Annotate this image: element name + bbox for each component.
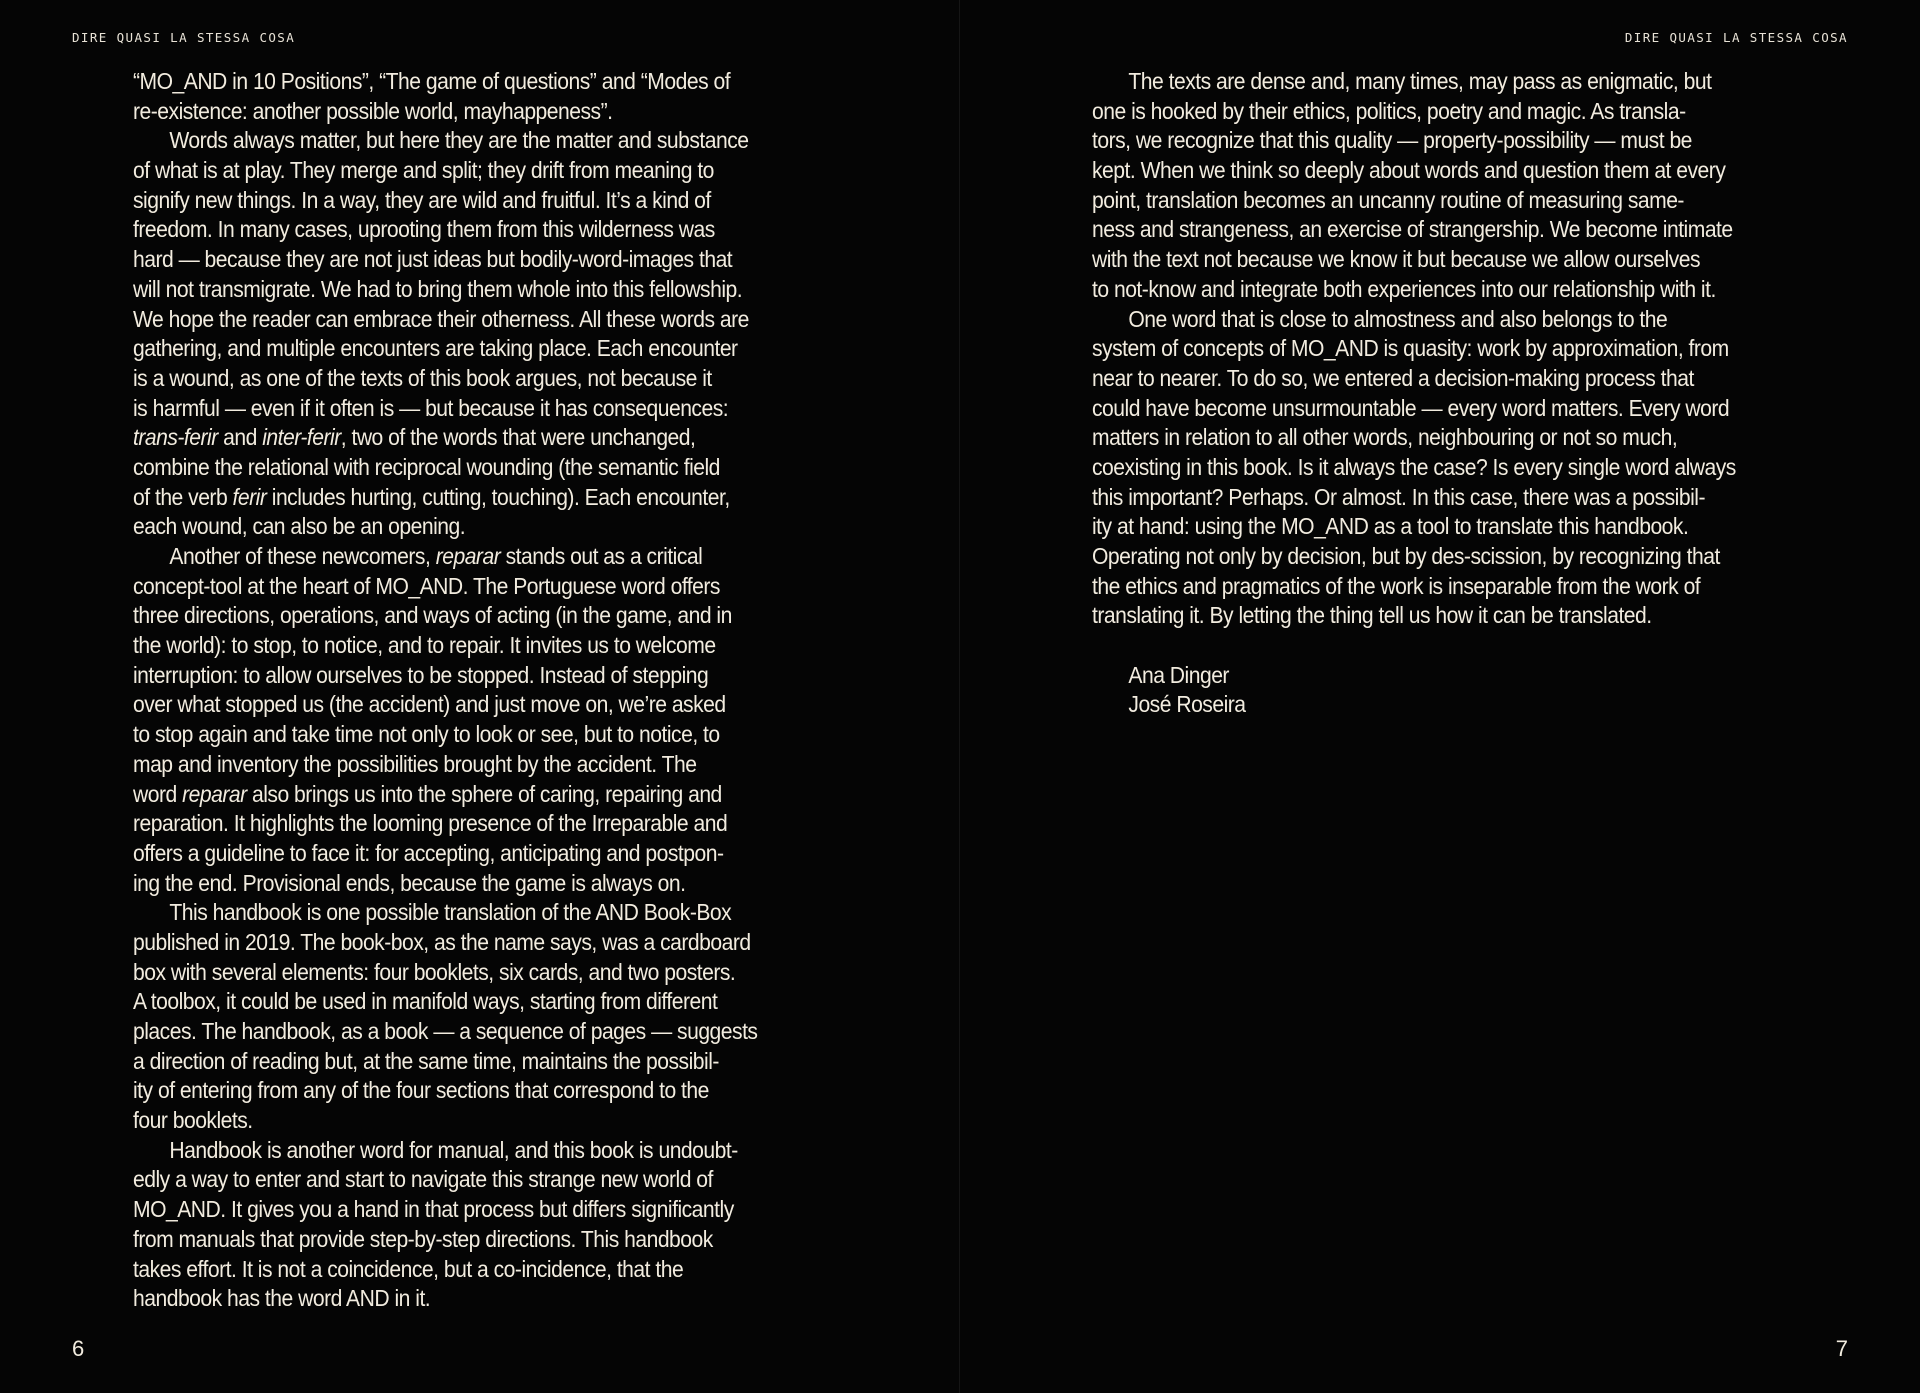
text-line (133, 750, 788, 780)
text-run: of what is at play. They merge and split; they drift from meaning to (133, 157, 714, 184)
text-line (1092, 97, 1747, 127)
text-line (133, 661, 788, 691)
text-run: combine the relational with reciprocal wounding (the semantic field (133, 453, 720, 480)
text-run: tors, we recognize that this quality — property-possibility — must be (1092, 127, 1692, 154)
text-run: This handbook is one possible translation of the AND Book-Box (169, 899, 732, 926)
text-line (133, 1284, 788, 1314)
text-run: to not-know and integrate both experiences into our relationship with it. (1092, 275, 1716, 302)
text-line (133, 453, 788, 483)
text-line (133, 1017, 788, 1047)
text-run: concept-tool at the heart of MO_AND. The Portuguese word offers (133, 572, 720, 599)
page-number-right: 7 (1835, 1336, 1848, 1361)
text-run: places. The handbook, as a book — a sequence of pages — suggests (133, 1018, 758, 1044)
text-run: kept. When we think so deeply about words and question them at every (1092, 157, 1726, 184)
text-run: The texts are dense and, many times, may pass as enigmatic, but (1128, 68, 1712, 94)
text-line (133, 156, 788, 186)
text-line (133, 215, 788, 245)
text-line (133, 126, 788, 156)
text-line (1092, 215, 1747, 245)
text-run: We hope the reader can embrace their otherness. All these words are (133, 305, 749, 332)
italic-term: ferir (232, 483, 267, 510)
text-run: MO_AND. It gives you a hand in that process but differs significantly (133, 1196, 734, 1223)
text-line (133, 601, 788, 631)
text-run: edly a way to enter and start to navigate this strange new world of (133, 1166, 713, 1193)
text-run: to stop again and take time not only to look or see, but to notice, to (133, 721, 720, 748)
text-run: gathering, and multiple encounters are taking place. Each encounter (133, 335, 738, 362)
text-run: signify new things. In a way, they are wild and fruitful. It’s a kind of (133, 186, 711, 213)
text-run: this important? Perhaps. Or almost. In this case, there was a possibil- (1092, 483, 1706, 510)
text-run: translating it. By letting the thing tell us how it can be translated. (1092, 602, 1652, 629)
text-line (1092, 305, 1747, 335)
text-line (133, 1255, 788, 1285)
text-line (133, 809, 788, 839)
text-line (133, 572, 788, 602)
text-run: Handbook is another word for manual, and this book is undoubt- (169, 1136, 738, 1163)
text-line (133, 1225, 788, 1255)
text-line (133, 275, 788, 305)
text-run: is harmful — even if it often is — but because it has consequences: (133, 394, 729, 421)
text-line (133, 1106, 788, 1136)
right-page (960, 0, 1920, 1393)
text-run: re-existence: another possible world, mayhappeness”. (133, 97, 613, 124)
text-line (133, 898, 788, 928)
text-line (1092, 275, 1747, 305)
text-line (1092, 67, 1747, 97)
text-run: a direction of reading but, at the same time, maintains the possibil- (133, 1047, 719, 1074)
text-line (1092, 601, 1747, 631)
text-line (1092, 334, 1747, 364)
right-page-body-text (1092, 67, 1747, 720)
text-run: , two of the words that were unchanged, (340, 424, 696, 451)
text-line (1092, 364, 1747, 394)
text-line (133, 1047, 788, 1077)
text-run: Operating not only by decision, but by des-scission, by recognizing that (1092, 543, 1720, 569)
text-run: also brings us into the sphere of caring, repairing and (246, 780, 722, 807)
text-run: from manuals that provide step-by-step directions. This handbook (133, 1225, 713, 1252)
text-run: offers a guideline to face it: for accepting, anticipating and postpon- (133, 839, 724, 866)
page-number-left: 6 (72, 1336, 85, 1361)
text-run: published in 2019. The book-box, as the name says, was a cardboard (133, 928, 751, 955)
text-run: ity of entering from any of the four sections that correspond to the (133, 1077, 709, 1104)
text-line (133, 186, 788, 216)
text-line (1092, 245, 1747, 275)
text-line (1092, 156, 1747, 186)
text-run: freedom. In many cases, uprooting them from this wilderness was (133, 216, 715, 243)
text-run: Words always matter, but here they are the matter and substance (169, 127, 749, 154)
text-line (133, 869, 788, 899)
text-run: interruption: to allow ourselves to be stopped. Instead of stepping (133, 661, 709, 688)
text-run: will not transmigrate. We had to bring them whole into this fellowship. (133, 275, 743, 302)
text-run: four booklets. (133, 1107, 253, 1134)
signatory-name: José Roseira (1128, 691, 1246, 718)
text-run: matters in relation to all other words, neighbouring or not so much, (1092, 424, 1678, 451)
text-line (133, 394, 788, 424)
signatory-name: Ana Dinger (1128, 661, 1229, 688)
text-run: handbook has the word AND in it. (133, 1285, 431, 1312)
text-run: A toolbox, it could be used in manifold ways, starting from different (133, 988, 718, 1015)
text-line (133, 987, 788, 1017)
left-page-body-text (133, 67, 788, 1314)
text-line (1092, 572, 1747, 602)
text-line (133, 423, 788, 453)
text-run: point, translation becomes an uncanny routine of measuring same- (1092, 186, 1684, 213)
text-run: the world): to stop, to notice, and to repair. It invites us to welcome (133, 632, 716, 659)
text-run: stands out as a critical (500, 543, 703, 569)
blank-line (1092, 631, 1747, 661)
text-run: Another of these newcomers, (169, 543, 436, 569)
text-line (1092, 126, 1747, 156)
text-run: reparation. It highlights the looming presence of the Irreparable and (133, 810, 728, 837)
text-line (133, 1165, 788, 1195)
text-run: includes hurting, cutting, touching). Each encounter, (266, 483, 730, 510)
italic-term: reparar (435, 543, 501, 569)
text-line (133, 67, 788, 97)
text-line (1092, 483, 1747, 513)
running-head-right: DIRE QUASI LA STESSA COSA (1624, 30, 1848, 45)
italic-term: trans-ferir (133, 424, 218, 451)
text-line (133, 928, 788, 958)
text-run: is a wound, as one of the texts of this book argues, not because it (133, 364, 712, 391)
text-line (1092, 453, 1747, 483)
text-line (133, 631, 788, 661)
text-run: One word that is close to almostness and also belongs to the (1128, 305, 1668, 332)
text-line (133, 483, 788, 513)
text-run: takes effort. It is not a coincidence, but a co-incidence, that the (133, 1255, 684, 1282)
text-line (133, 305, 788, 335)
text-line (133, 780, 788, 810)
text-line (133, 1076, 788, 1106)
text-run: system of concepts of MO_AND is quasity: work by approximation, from (1092, 335, 1729, 362)
text-run: hard — because they are not just ideas but bodily-word-images that (133, 246, 733, 273)
text-line (133, 542, 788, 572)
text-line (133, 720, 788, 750)
text-line (133, 690, 788, 720)
text-run: near to nearer. To do so, we entered a decision-making process that (1092, 364, 1694, 391)
text-run: ity at hand: using the MO_AND as a tool to translate this handbook. (1092, 513, 1689, 540)
text-line (133, 245, 788, 275)
text-line (1092, 512, 1747, 542)
text-line (1092, 423, 1747, 453)
text-run: over what stopped us (the accident) and just move on, we’re asked (133, 691, 726, 718)
text-run: box with several elements: four booklets, six cards, and two posters. (133, 958, 736, 985)
text-line (133, 839, 788, 869)
text-run: could have become unsurmountable — every word matters. Every word (1092, 394, 1730, 421)
text-run: word (133, 780, 183, 807)
text-line (133, 97, 788, 127)
text-run: one is hooked by their ethics, politics, poetry and magic. As transla- (1092, 97, 1686, 124)
text-line (1092, 394, 1747, 424)
text-run: three directions, operations, and ways of acting (in the game, and in (133, 602, 732, 629)
italic-term: inter-ferir (262, 424, 341, 451)
text-line (133, 512, 788, 542)
text-run: ing the end. Provisional ends, because the game is always on. (133, 869, 686, 896)
text-run: coexisting in this book. Is it always the case? Is every single word always (1092, 453, 1736, 480)
text-line (133, 364, 788, 394)
text-line (133, 1195, 788, 1225)
text-run: ness and strangeness, an exercise of strangership. We become intimate (1092, 216, 1733, 243)
text-run: of the verb (133, 483, 233, 510)
running-head-left: DIRE QUASI LA STESSA COSA (72, 30, 296, 45)
text-run: each wound, can also be an opening. (133, 513, 466, 540)
text-line (133, 334, 788, 364)
text-run: and (217, 424, 263, 451)
text-run: with the text not because we know it but because we allow ourselves (1092, 246, 1701, 273)
text-run: the ethics and pragmatics of the work is inseparable from the work of (1092, 572, 1701, 599)
text-line (133, 958, 788, 988)
text-run: map and inventory the possibilities brought by the accident. The (133, 750, 697, 777)
text-line (1092, 542, 1747, 572)
italic-term: reparar (182, 780, 247, 807)
text-run: “MO_AND in 10 Positions”, “The game of questions” and “Modes of (133, 68, 731, 94)
text-line (133, 1136, 788, 1166)
text-line (1092, 186, 1747, 216)
